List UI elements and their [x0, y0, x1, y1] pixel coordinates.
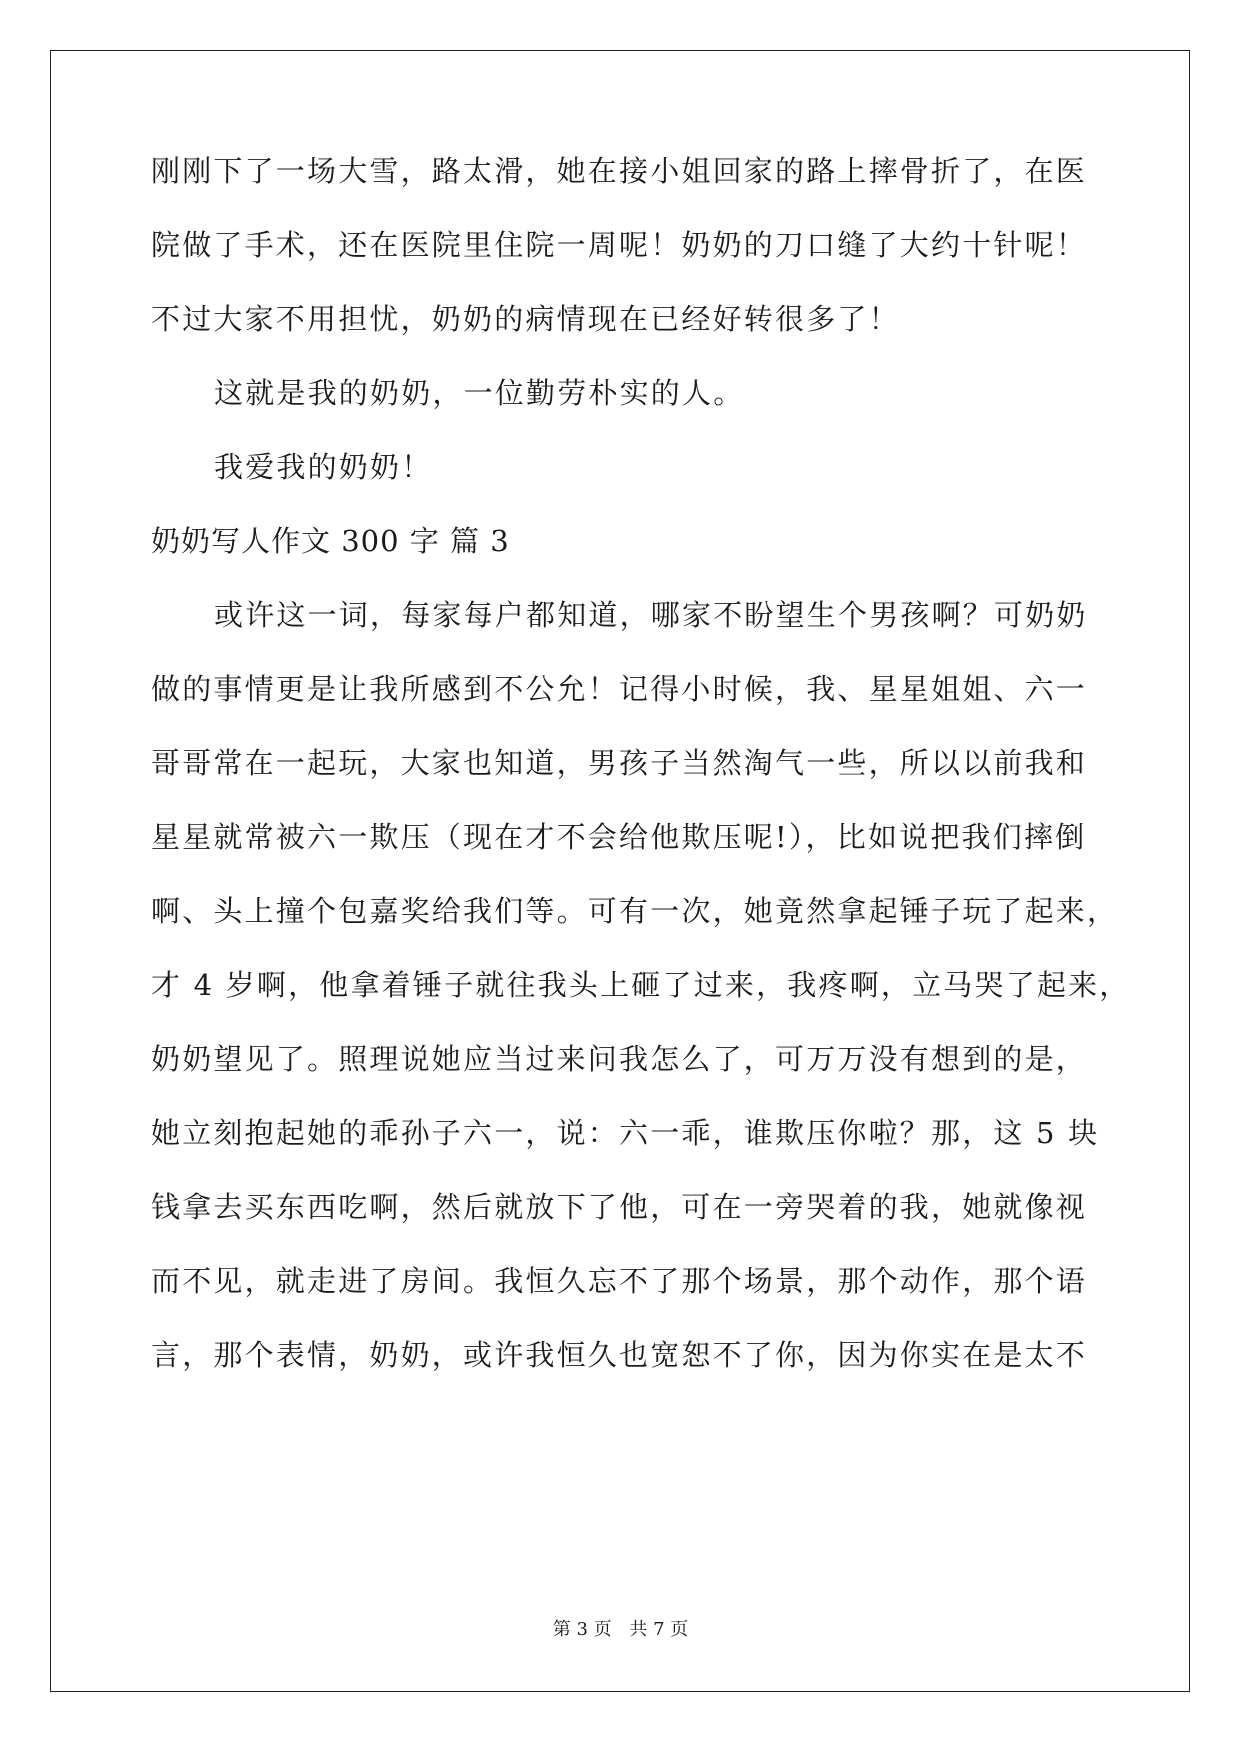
page-border — [50, 50, 1190, 1692]
section-heading: 奶奶写人作文 300 字 篇 3 — [151, 524, 510, 558]
body-line: 院做了手术，还在医院里住院一周呢！奶奶的刀口缝了大约十针呢！ — [151, 228, 1088, 262]
body-line: 不过大家不用担忧，奶奶的病情现在已经好转很多了！ — [151, 302, 900, 336]
body-line: 做的事情更是让我所感到不公允！记得小时候，我、星星姐姐、六一 — [151, 672, 1088, 706]
body-line: 钱拿去买东西吃啊，然后就放下了他，可在一旁哭着的我，她就像视 — [151, 1190, 1088, 1224]
body-line: 星星就常被六一欺压（现在才不会给他欺压呢!），比如说把我们摔倒 — [151, 820, 1087, 854]
body-line: 我爱我的奶奶！ — [214, 450, 433, 484]
page-footer — [0, 1618, 1241, 1642]
body-line: 刚刚下了一场大雪，路太滑，她在接小姐回家的路上摔骨折了，在医 — [151, 154, 1088, 188]
body-line: 言，那个表情，奶奶，或许我恒久也宽恕不了你，因为你实在是太不 — [151, 1338, 1088, 1372]
body-line: 而不见，就走进了房间。我恒久忘不了那个场景，那个动作，那个语 — [151, 1264, 1088, 1298]
body-line: 这就是我的奶奶，一位勤劳朴实的人。 — [214, 376, 745, 410]
body-line: 或许这一词，每家每户都知道，哪家不盼望生个男孩啊？可奶奶 — [214, 598, 1088, 632]
page-total: 共 7 页 — [629, 1619, 689, 1640]
body-line: 她立刻抱起她的乖孙子六一，说：六一乖，谁欺压你啦？那，这 5 块 — [151, 1116, 1100, 1150]
body-line: 奶奶望见了。照理说她应当过来问我怎么了，可万万没有想到的是， — [151, 1042, 1088, 1076]
body-line: 哥哥常在一起玩，大家也知道，男孩子当然淘气一些，所以以前我和 — [151, 746, 1088, 780]
body-line: 才 4 岁啊，他拿着锤子就往我头上砸了过来，我疼啊，立马哭了起来， — [151, 968, 1131, 1002]
body-line: 啊、头上撞个包嘉奖给我们等。可有一次，她竟然拿起锤子玩了起来， — [151, 894, 1119, 928]
page-number: 第 3 页 — [552, 1619, 612, 1640]
